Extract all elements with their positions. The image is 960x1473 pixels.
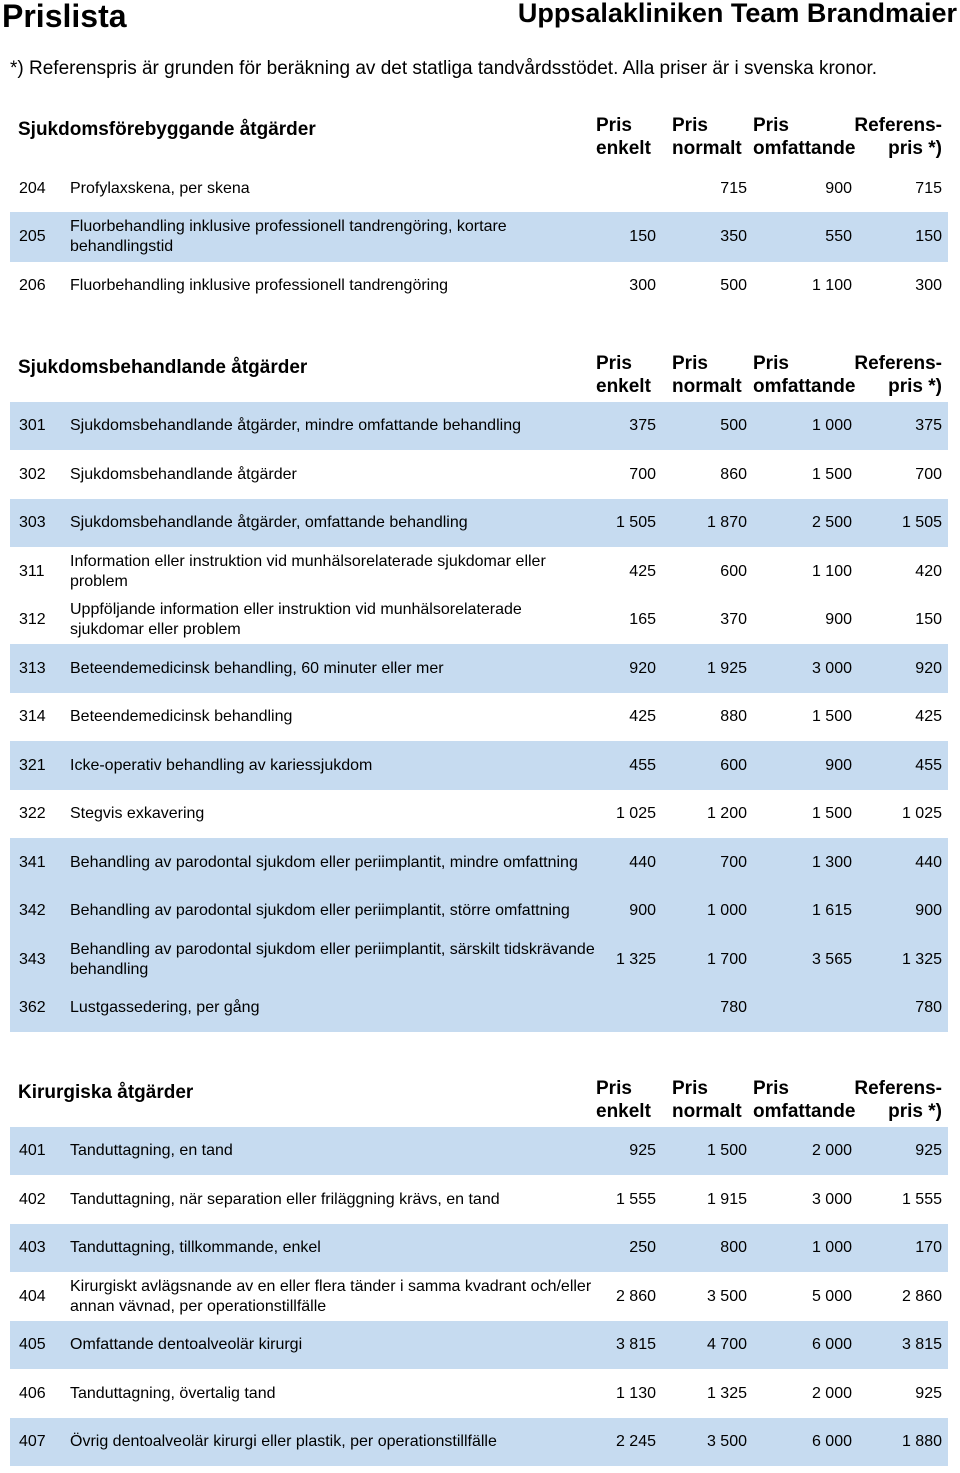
procedure-description: Behandling av parodontal sjukdom eller periimplantit, större omfattning [70,902,570,919]
column-header-line: Pris [672,115,708,136]
price-cell: 715 [720,180,747,197]
procedure-code: 321 [19,756,46,774]
procedure-description: Behandling av parodontal sjukdom eller periimplantit, mindre omfattning [70,853,578,871]
price-cell: 1 500 [706,1142,747,1159]
price-cell: 550 [825,228,852,245]
price-cell: 150 [915,611,942,628]
column-header-line: enkelt [596,376,651,397]
column-header-line: pris *) [888,138,942,159]
column-header-line: omfattande [753,1101,856,1122]
price-cell: 2 000 [811,1384,852,1402]
procedure-code: 404 [19,1287,46,1305]
price-cell: 425 [629,708,656,725]
price-cell: 375 [629,417,656,434]
price-cell: 350 [720,228,747,245]
price-cell: 1 325 [706,1384,747,1402]
price-cell: 700 [915,465,942,483]
price-cell: 2 500 [811,514,852,531]
column-header-line: pris *) [888,1101,942,1122]
price-cell: 150 [915,228,942,245]
column-header-line: Pris [596,1078,632,1099]
price-cell: 1 555 [615,1190,656,1208]
price-cell: 1 505 [615,514,656,531]
price-cell: 600 [720,756,747,774]
price-cell: 600 [720,562,747,580]
table-row [10,499,948,547]
price-cell: 425 [629,562,656,580]
price-cell: 2 860 [615,1287,656,1305]
price-cell: 700 [629,465,656,483]
price-cell: 1 130 [615,1384,656,1402]
procedure-description: Sjukdomsbehandlande åtgärder [70,465,297,483]
column-header-line: Pris [672,1078,708,1099]
procedure-description: Beteendemedicinsk behandling, 60 minuter eller mer [70,659,444,677]
price-cell: 455 [629,756,656,774]
procedure-code: 303 [19,514,46,531]
price-cell: 150 [629,228,656,245]
section-header [10,1077,948,1127]
price-cell: 165 [629,611,656,628]
table-row [10,838,948,887]
price-cell: 1 615 [811,902,852,919]
table-row [10,1224,948,1272]
procedure-description: Tanduttagning, tillkommande, enkel [70,1239,321,1256]
price-cell: 3 500 [706,1433,747,1450]
table-row [10,402,948,450]
table-row [10,984,948,1032]
price-cell: 425 [915,708,942,725]
section-prevention [10,114,948,310]
procedure-code: 406 [19,1384,46,1402]
column-header-line: omfattande [753,376,856,397]
clinic-name: Uppsalakliniken Team Brandmaier [517,0,957,28]
procedure-description: Tanduttagning, övertalig tand [70,1384,276,1402]
row-group-parodontal [10,838,948,1032]
procedure-description: Sjukdomsbehandlande åtgärder, omfattande behandling [70,514,468,531]
section-title: Sjukdomsbehandlande åtgärder [18,357,308,378]
procedure-description: Kirurgiskt avlägsnande av en eller flera tänder i samma kvadrant och/eller annan vävnad, per operationstillfälle [70,1277,592,1315]
page-header [0,0,960,40]
price-cell: 3 815 [901,1336,942,1353]
col-header-normalt [672,114,742,160]
procedure-description: Beteendemedicinsk behandling [70,708,293,725]
column-header-line: enkelt [596,138,651,159]
reference-note: *) Referenspris är grunden för beräkning av det statliga tandvårdsstödet. Alla priser är i svenska kronor. [10,58,878,79]
column-header-line: Pris [753,1078,789,1099]
price-cell: 2 245 [615,1433,656,1450]
procedure-code: 204 [19,180,46,197]
price-cell: 925 [915,1142,942,1159]
column-header-line: Referens- [854,353,942,374]
procedure-description: Omfattande dentoalveolär kirurgi [70,1336,303,1353]
price-cell: 1 700 [706,950,747,968]
procedure-description: Profylaxskena, per skena [70,180,250,197]
price-cell: 1 500 [811,708,852,725]
procedure-code: 302 [19,465,46,483]
price-cell: 920 [915,659,942,677]
price-cell: 1 915 [706,1190,747,1208]
price-cell: 900 [915,902,942,919]
price-cell: 900 [629,902,656,919]
price-cell: 500 [720,417,747,434]
procedure-code: 314 [19,708,46,725]
price-cell: 800 [720,1239,747,1256]
price-cell: 925 [629,1142,656,1159]
section-surgery [10,1077,948,1466]
procedure-code: 407 [19,1433,46,1450]
price-cell: 1 000 [706,902,747,919]
price-cell: 5 000 [811,1287,852,1305]
table-row [10,887,948,935]
price-cell: 250 [629,1239,656,1256]
procedure-description: Tanduttagning, när separation eller friläggning krävs, en tand [70,1190,500,1208]
price-cell: 1 100 [811,562,852,580]
procedure-code: 313 [19,659,46,677]
procedure-code: 341 [19,853,46,871]
price-cell: 925 [915,1384,942,1402]
price-cell: 6 000 [811,1336,852,1353]
price-cell: 3 000 [811,1190,852,1208]
procedure-description: Behandling av parodontal sjukdom eller periimplantit, särskilt tidskrävande behandling [70,940,595,978]
price-cell: 375 [915,417,942,434]
table-row [10,1272,948,1321]
table-row [10,1369,948,1418]
price-cell: 1 000 [811,1239,852,1256]
table-row [10,1175,948,1224]
price-cell: 370 [720,611,747,628]
procedure-description: Information eller instruktion vid munhälsorelaterade sjukdomar eller problem [70,552,546,590]
price-cell: 700 [720,853,747,871]
price-cell: 1 100 [811,277,852,294]
procedure-code: 362 [19,999,46,1016]
procedure-code: 312 [19,611,46,628]
column-header-line: Pris [596,115,632,136]
column-header-line: normalt [672,1101,742,1122]
price-cell: 1 325 [901,950,942,968]
price-cell: 715 [915,180,942,197]
table-row [10,176,948,202]
price-cell: 1 025 [901,805,942,822]
price-cell: 455 [915,756,942,774]
procedure-code: 402 [19,1190,46,1208]
procedure-code: 401 [19,1142,46,1159]
price-cell: 1 000 [811,417,852,434]
price-cell: 900 [825,180,852,197]
procedure-description: Fluorbehandling inklusive professionell tandrengöring [70,277,449,294]
table-row [10,212,948,262]
price-cell: 4 700 [706,1336,747,1353]
procedure-code: 206 [19,277,46,294]
price-cell: 420 [915,562,942,580]
price-cell: 1 500 [811,805,852,822]
col-header-referens [854,114,942,160]
column-header-line: normalt [672,376,742,397]
procedure-code: 403 [19,1239,46,1256]
procedure-description: Stegvis exkavering [70,805,205,822]
table-row [10,693,948,741]
procedure-code: 311 [19,562,45,580]
procedure-description: Fluorbehandling inklusive professionell tandrengöring, kortare behandlingstid [70,218,507,255]
price-cell: 900 [825,756,852,774]
section-title: Kirurgiska åtgärder [18,1082,194,1103]
procedure-description: Övrig dentoalveolär kirurgi eller plastik, per operationstillfälle [70,1433,497,1450]
procedure-code: 342 [19,902,46,919]
price-cell: 2 000 [811,1142,852,1159]
procedure-code: 205 [19,228,46,245]
table-row [10,741,948,790]
table-row [10,1321,948,1369]
column-header-line: Pris [596,353,632,374]
procedure-description: Sjukdomsbehandlande åtgärder, mindre omfattande behandling [70,417,521,434]
table-row [10,1418,948,1466]
column-header-line: omfattande [753,138,856,159]
price-cell: 1 555 [901,1190,942,1208]
table-row [10,547,948,596]
price-cell: 1 325 [615,950,656,968]
price-cell: 3 500 [706,1287,747,1305]
procedure-description: Tanduttagning, en tand [70,1142,233,1159]
price-cell: 860 [720,465,747,483]
price-cell: 1 200 [706,805,747,822]
column-header-line: Pris [753,115,789,136]
price-cell: 780 [915,999,942,1016]
table-row [10,450,948,499]
price-cell: 170 [915,1239,942,1256]
table-row [10,790,948,838]
column-header-line: enkelt [596,1101,651,1122]
table-row [10,644,948,693]
price-cell: 1 870 [706,514,747,531]
procedure-description: Lustgassedering, per gång [70,999,260,1016]
table-row [10,935,948,984]
price-cell: 880 [720,708,747,725]
price-cell: 1 025 [615,805,656,822]
price-cell: 900 [825,611,852,628]
price-cell: 3 815 [615,1336,656,1353]
price-cell: 1 300 [811,853,852,871]
price-cell: 920 [629,659,656,677]
table-row [10,262,948,310]
table-row [10,1127,948,1175]
price-cell: 500 [720,277,747,294]
price-cell: 300 [629,277,656,294]
price-cell: 1 505 [901,514,942,531]
procedure-description: Icke-operativ behandling av kariessjukdom [70,756,373,774]
procedure-code: 405 [19,1336,46,1353]
price-cell: 1 925 [706,659,747,677]
section-title: Sjukdomsförebyggande åtgärder [18,119,316,140]
section-header [10,114,948,176]
procedure-code: 343 [19,950,46,968]
price-cell: 3 000 [811,659,852,677]
price-cell: 780 [720,999,747,1016]
column-header-line: normalt [672,138,742,159]
price-cell: 6 000 [811,1433,852,1450]
price-cell: 3 565 [811,950,852,968]
price-cell: 440 [629,853,656,871]
page-title: Prislista [2,0,127,34]
section-treatment [10,352,948,1032]
price-cell: 300 [915,277,942,294]
column-header-line: pris *) [888,376,942,397]
price-cell: 1 500 [811,465,852,483]
column-header-line: Referens- [854,115,942,136]
section-header [10,352,948,402]
price-cell: 440 [915,853,942,871]
procedure-code: 322 [19,805,46,822]
procedure-description: Uppföljande information eller instruktion vid munhälsorelaterade sjukdomar eller problem [70,601,522,638]
col-header-enkelt [596,114,651,160]
price-cell: 1 880 [901,1433,942,1450]
procedure-code: 301 [19,417,46,434]
column-header-line: Referens- [854,1078,942,1099]
col-header-omfattande [753,114,855,160]
table-row [10,596,948,644]
column-header-line: Pris [672,353,708,374]
column-header-line: Pris [753,353,789,374]
price-cell: 2 860 [901,1287,942,1305]
